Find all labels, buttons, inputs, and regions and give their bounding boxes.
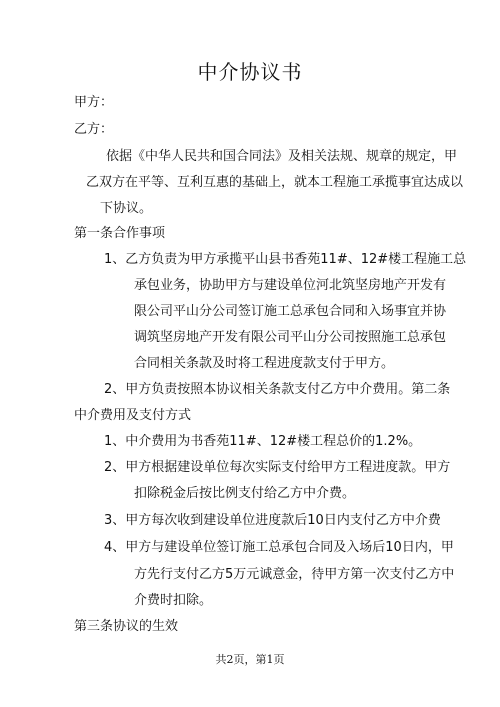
article-2-item-2-line: 2、甲方根据建设单位每次实际支付给甲方工程进度款。甲方 <box>104 460 451 475</box>
page-footer: 共2页，第1页 <box>215 653 285 666</box>
article-1-item-2-line: 2、甲方负责按照本协议相关条款支付乙方中介费用。第二条 <box>104 382 451 397</box>
article-2-item-4-line: 方先行支付乙方5万元诚意金，待甲方第一次支付乙方中 <box>134 567 455 582</box>
document-title: 中介协议书 <box>197 60 303 84</box>
article-1-item-1-line: 限公司平山分公司签订施工总承包合同和入场事宜并协 <box>134 304 447 319</box>
article-2-item-4-line: 介费时扣除。 <box>134 593 213 608</box>
article-1-item-1-line: 调筑坚房地产开发有限公司平山分公司按照施工总承包 <box>134 330 447 345</box>
article-1-item-1-line: 承包业务，协助甲方与建设单位河北筑坚房地产开发有 <box>134 278 447 293</box>
party-b-label: 乙方： <box>74 122 114 137</box>
article-2-item-1: 1、中介费用为书香苑11#、12#楼工程总价的1.2%。 <box>104 434 422 449</box>
intro-line: 下协议。 <box>100 201 153 216</box>
article-2-heading: 中介费用及支付方式 <box>74 408 192 423</box>
article-1-item-1-line: 合同相关条款及时将工程进度款支付于甲方。 <box>134 356 395 371</box>
article-2-item-2-line: 扣除税金后按比例支付给乙方中介费。 <box>134 486 356 501</box>
article-1-item-1-line: 1、乙方负责为甲方承揽平山县书香苑11#、12#楼工程施工总 <box>104 252 467 267</box>
article-2-item-4-line: 4、甲方与建设单位签订施工总承包合同及入场后10日内，甲 <box>104 540 454 555</box>
party-a-label: 甲方： <box>74 95 114 110</box>
article-2-item-3: 3、甲方每次收到建设单位进度款后10日内支付乙方中介费 <box>104 513 441 528</box>
article-1-heading: 第一条合作事项 <box>74 226 166 241</box>
article-3-heading: 第三条协议的生效 <box>74 619 179 634</box>
intro-line: 依据《中华人民共和国合同法》及相关法规、规章的规定，甲 <box>106 149 458 164</box>
intro-line: 乙双方在平等、互利互惠的基础上，就本工程施工承揽事宜达成以 <box>86 175 464 190</box>
